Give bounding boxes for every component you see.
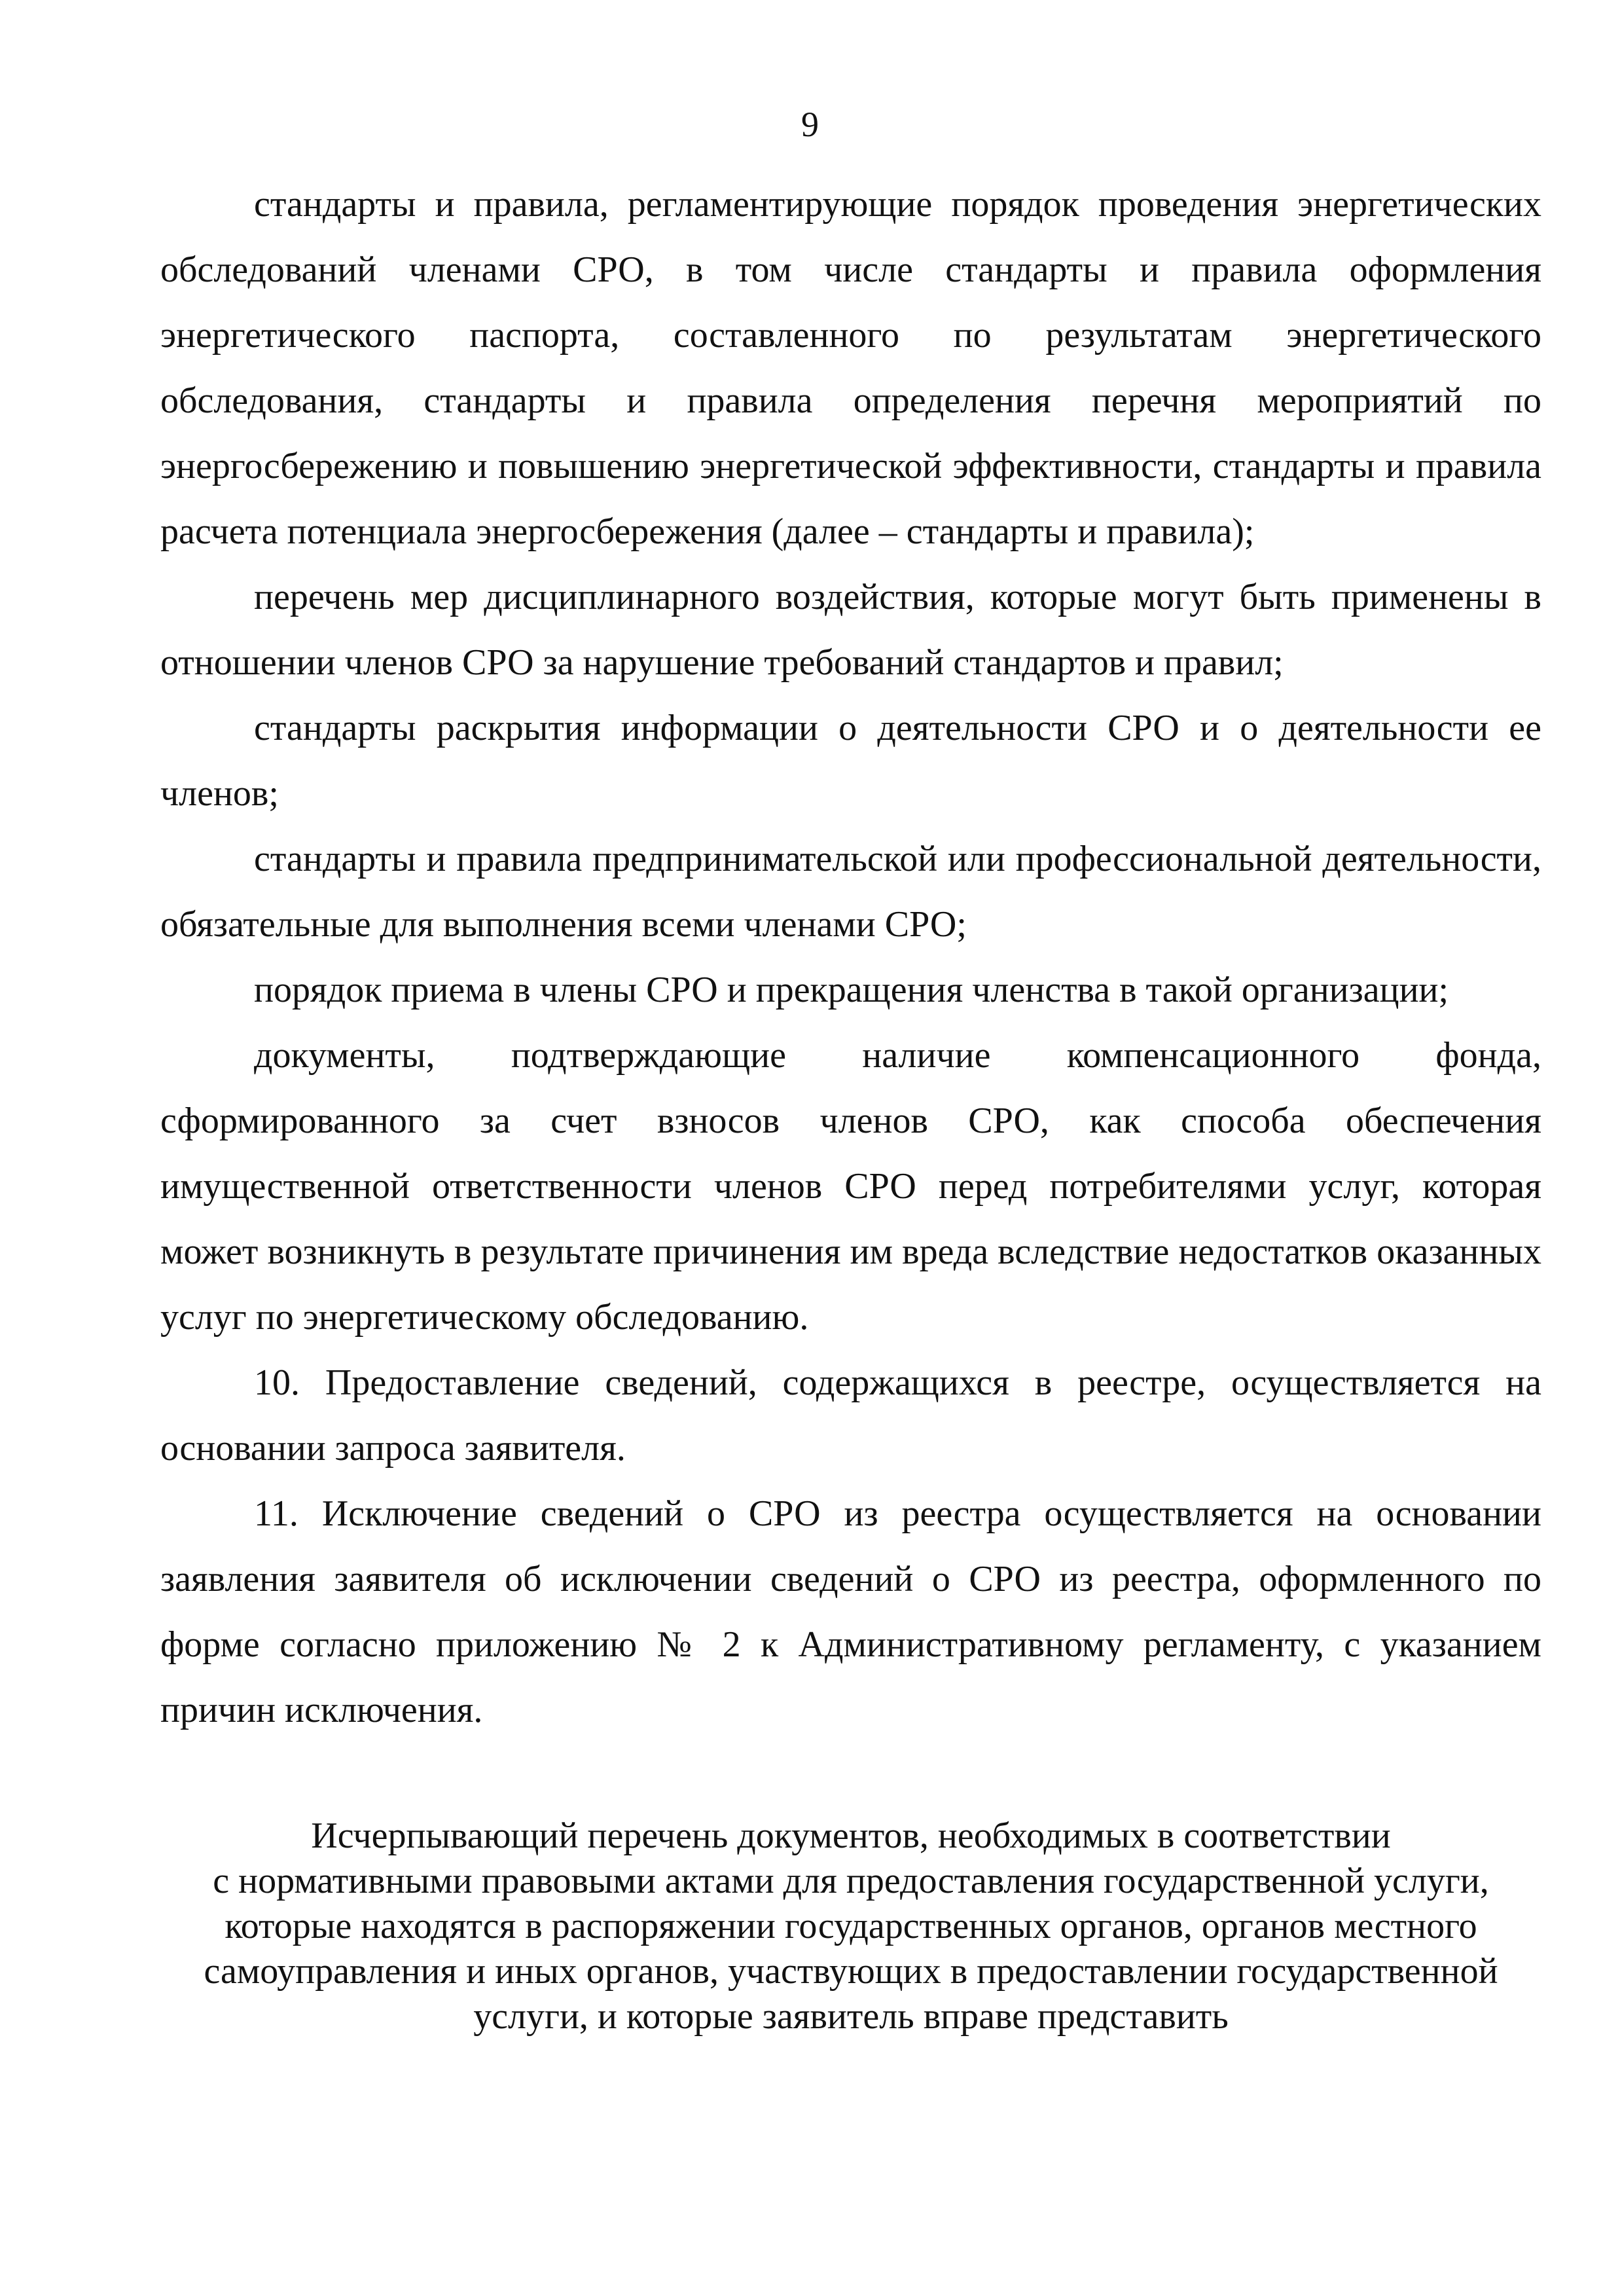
paragraph-disciplinary-measures: перечень мер дисциплинарного воздействия, которые могут быть применены в отношении членов СРО за нарушение требований стандартов и правил; [160,577,1541,683]
section-heading-line: самоуправления и иных органов, участвующих в предоставлении государственной [204,1951,1498,1992]
paragraph-compensation-fund: документы, подтверждающие наличие компенсационного фонда, сформированного за счет взносов членов СРО, как способа обеспечения имущественной ответственности членов СРО перед потребителями услуг, которая может возникнуть в результате причинения им вреда вследствие недостатков оказанных услуг по энергетическому обследованию. [160,1035,1541,1338]
document-body [160,172,1541,1743]
paragraph-business-standards: стандарты и правила предпринимательской или профессиональной деятельности, обязательные для выполнения всеми членами СРО; [160,839,1541,945]
page-number: 9 [801,105,819,144]
section-heading-line: которые находятся в распоряжении государственных органов, органов местного [225,1906,1477,1946]
section-heading-line: Исчерпывающий перечень документов, необходимых в соответствии [311,1815,1391,1856]
paragraph-standards-rules: стандарты и правила, регламентирующие порядок проведения энергетических обследований членами СРО, в том числе стандарты и правила оформления энергетического паспорта, составленного по результатам энергетического обследования, стандарты и правила определения перечня мероприятий по энергосбережению и повышению энергетической эффективности, стандарты и правила расчета потенциала энергосбережения (далее – стандарты и правила); [160,184,1541,552]
paragraph-disclosure-standards: стандарты раскрытия информации о деятельности СРО и о деятельности ее членов; [160,708,1541,814]
section-heading [160,1813,1541,2039]
paragraph-membership-procedure: порядок приема в члены СРО и прекращения членства в такой организации; [254,970,1449,1010]
section-heading-line: услуги, и которые заявитель вправе представить [473,1996,1229,2037]
paragraph-item-10: 10. Предоставление сведений, содержащихся в реестре, осуществляется на основании запроса заявителя. [160,1362,1541,1468]
paragraph-item-11: 11. Исключение сведений о СРО из реестра осуществляется на основании заявления заявителя об исключении сведений о СРО из реестра, оформленного по форме согласно приложению № 2 к Административному регламенту, с указанием причин исключения. [160,1493,1541,1730]
section-heading-line: с нормативными правовыми актами для предоставления государственной услуги, [213,1861,1489,1901]
